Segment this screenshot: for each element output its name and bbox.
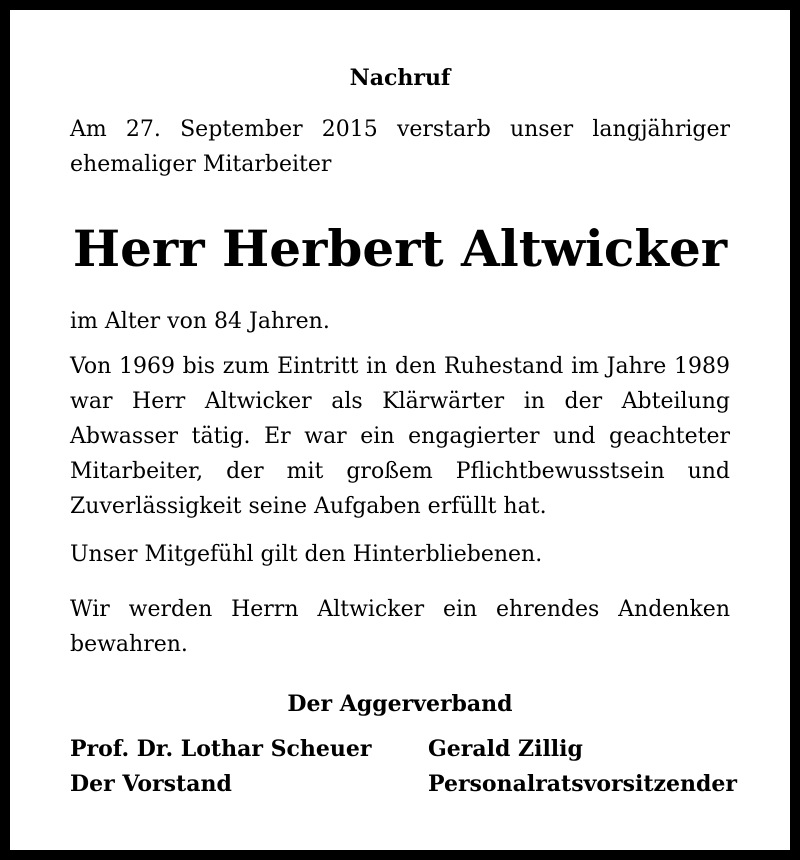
signer-staff-council — [428, 732, 737, 802]
signer-role: Personalratsvorsitzender — [428, 771, 738, 797]
organization-name: Der Aggerverband — [287, 691, 513, 717]
signer-role: Der Vorstand — [70, 771, 232, 797]
signer-board — [70, 732, 371, 802]
signer-name: Prof. Dr. Lothar Scheuer — [70, 736, 372, 762]
memory-paragraph: Wir werden Herrn Altwicker ein ehrendes Andenken bewahren. — [70, 597, 730, 657]
intro-paragraph: Am 27. September 2015 verstarb unser langjähriger ehemaliger Mitarbeiter — [70, 117, 730, 177]
sympathy-paragraph: Unser Mitgefühl gilt den Hinterbliebenen. — [70, 542, 543, 567]
deceased-name: Herr Herbert Altwicker — [72, 219, 728, 278]
age-paragraph: im Alter von 84 Jahren. — [70, 309, 330, 334]
signer-name: Gerald Zillig — [428, 736, 583, 762]
notice-title: Nachruf — [349, 65, 451, 91]
career-paragraph: Von 1969 bis zum Eintritt in den Ruhestand im Jahre 1989 war Herr Altwicker als Klärwärter in der Abteilung Abwasser tätig. Er war ein engagierter und geachteter Mitarbeiter, der mit großem Pflichtbewusstsein und Zuverlässigkeit seine Aufgaben erfüllt hat. — [70, 354, 730, 519]
